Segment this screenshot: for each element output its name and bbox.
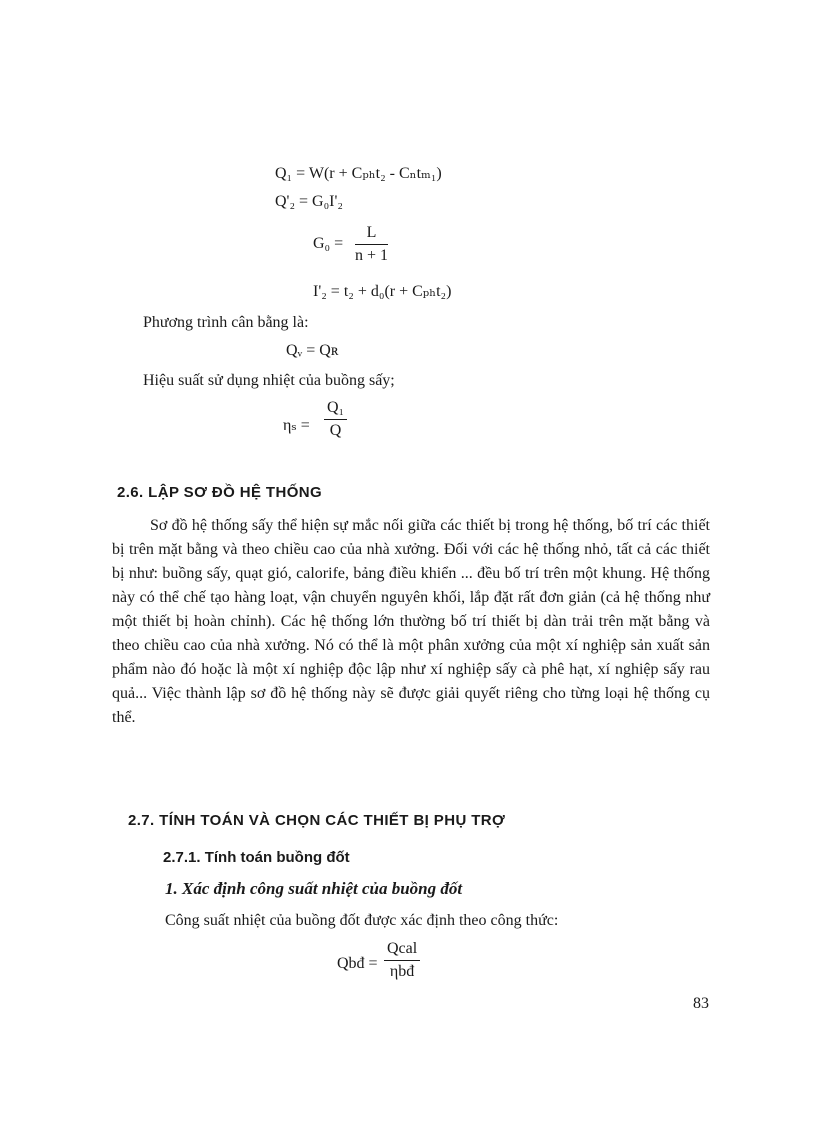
section-2-6-paragraph bbox=[112, 514, 710, 730]
section-2-6-text: Sơ đồ hệ thống sấy thể hiện sự mắc nối giữa các thiết bị trong hệ thống, bố trí các thiết bị trên mặt bằng và theo chiều cao của nhà xưởng. Đối với các hệ thống nhỏ, tất cả các thiết bị như: buồng sấy, quạt gió, calorife, bảng điều khiển ... đều bố trí trên một khung. Hệ thống này có thể chế tạo hàng loạt, vận chuyển nguyên khối, lắp đặt rất đơn giản (cả hệ thống như một thiết bị hoàn chỉnh). Các hệ thống lớn thường bố trí thiết bị dàn trải trên mặt bằng và theo chiều cao của nhà xưởng. Nó có thể là một phân xưởng của một xí nghiệp sản xuất sản phẩm nào đó hoặc là một xí nghiệp độc lập như xí nghiệp sấy cà phê hạt, xí nghiệp sấy rau quả... Việc thành lập sơ đồ hệ thống này sẽ được giải quyết riêng cho từng loại hệ thống cụ thể. bbox=[112, 517, 710, 726]
fraction-g0 bbox=[355, 224, 388, 265]
item-1-intro: Công suất nhiệt của buồng đốt được xác định theo công thức: bbox=[165, 912, 559, 929]
fraction-qbd-denominator: ηbđ bbox=[389, 963, 415, 980]
section-2-7-1-heading: 2.7.1. Tính toán buồng đốt bbox=[163, 849, 350, 866]
fraction-efficiency bbox=[324, 399, 347, 440]
fraction-g0-denominator: n + 1 bbox=[355, 247, 389, 264]
page-number: 83 bbox=[693, 995, 709, 1012]
item-1-heading: 1. Xác định công suất nhiệt của buồng đốt bbox=[165, 879, 463, 898]
section-2-6-heading: 2.6. LẬP SƠ ĐỒ HỆ THỐNG bbox=[117, 484, 323, 501]
equation-balance: Qᵥ = Qʀ bbox=[286, 342, 339, 359]
fraction-efficiency-numerator: Q₁ bbox=[324, 399, 347, 420]
equation-g0-lhs: G₀ = bbox=[313, 235, 344, 252]
section-2-7-heading: 2.7. TÍNH TOÁN VÀ CHỌN CÁC THIẾT BỊ PHỤ TRỢ bbox=[128, 812, 506, 829]
equation-q2-prime: Q'₂ = G₀I'₂ bbox=[275, 193, 343, 210]
efficiency-intro: Hiệu suất sử dụng nhiệt của buồng sấy; bbox=[143, 372, 395, 389]
fraction-qbd bbox=[384, 940, 420, 981]
equation-efficiency-lhs: ηₛ = bbox=[283, 417, 310, 434]
fraction-g0-numerator: L bbox=[355, 224, 388, 245]
fraction-efficiency-denominator: Q bbox=[329, 422, 342, 439]
equation-i2-prime: I'₂ = t₂ + d₀(r + Cₚₕt₂) bbox=[313, 283, 452, 300]
balance-intro: Phương trình cân bằng là: bbox=[143, 314, 309, 331]
fraction-qbd-numerator: Qcal bbox=[384, 940, 420, 961]
equation-q1: Q₁ = W(r + Cₚₕt₂ - Cₙtₘ₁) bbox=[275, 165, 442, 182]
equation-qbd-lhs: Qbđ = bbox=[337, 955, 378, 972]
